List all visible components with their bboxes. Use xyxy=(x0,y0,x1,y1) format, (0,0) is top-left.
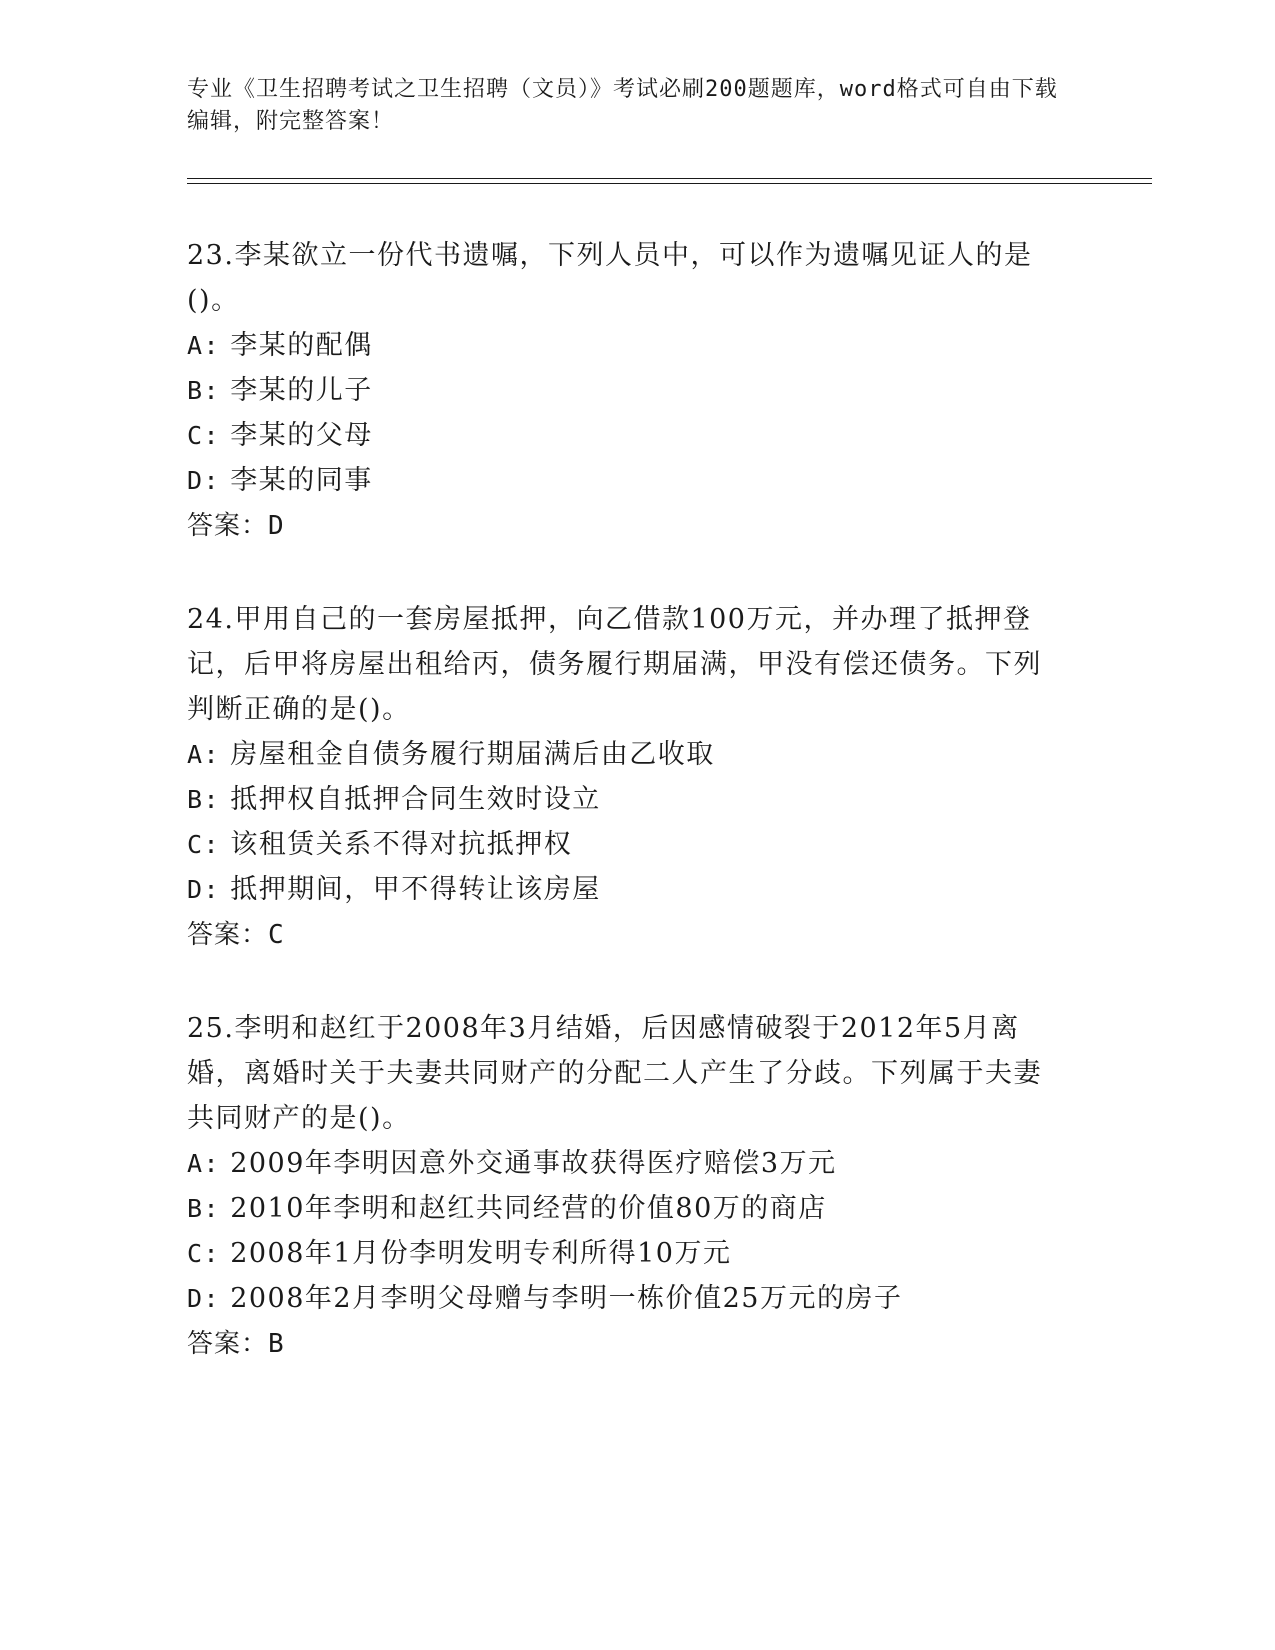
option-text: 李某的配偶 xyxy=(230,330,373,361)
answer-value: B xyxy=(268,1329,285,1359)
answer-line xyxy=(187,1321,1067,1367)
option-text: 2008年1月份李明发明专利所得10万元 xyxy=(230,1238,732,1269)
option-a xyxy=(187,1141,1067,1186)
option-letter: B: xyxy=(187,1194,221,1223)
option-text: 房屋租金自债务履行期届满后由乙收取 xyxy=(230,739,715,770)
option-letter: D: xyxy=(187,875,221,904)
option-text: 2010年李明和赵红共同经营的价值80万的商店 xyxy=(230,1193,827,1224)
option-b xyxy=(187,1186,1067,1231)
header-divider-top xyxy=(187,178,1152,179)
header-divider-bottom xyxy=(187,183,1152,184)
option-letter: C: xyxy=(187,830,221,859)
option-letter: C: xyxy=(187,1239,221,1268)
option-text: 李某的儿子 xyxy=(230,375,373,406)
answer-value: D xyxy=(268,511,285,541)
option-text: 李某的父母 xyxy=(230,420,373,451)
option-letter: C: xyxy=(187,421,221,450)
header-note: 专业《卫生招聘考试之卫生招聘（文员）》考试必刷200题题库，word格式可自由下载编辑，附完整答案！ xyxy=(187,77,1058,134)
answer-line xyxy=(187,912,1067,958)
option-letter: B: xyxy=(187,785,221,814)
answer-line xyxy=(187,503,1067,549)
option-letter: B: xyxy=(187,376,221,405)
option-d xyxy=(187,867,1067,912)
option-c xyxy=(187,1231,1067,1276)
option-c xyxy=(187,822,1067,867)
option-c xyxy=(187,413,1067,458)
answer-label: 答案： xyxy=(187,511,269,541)
question-stem: 24.甲用自己的一套房屋抵押，向乙借款100万元，并办理了抵押登记，后甲将房屋出租给丙，债务履行期届满，甲没有偿还债务。下列判断正确的是()。 xyxy=(187,604,1042,725)
option-a xyxy=(187,323,1067,368)
option-d xyxy=(187,1276,1067,1321)
option-text: 2009年李明因意外交通事故获得医疗赔偿3万元 xyxy=(230,1148,837,1179)
question-24 xyxy=(187,597,1067,958)
option-b xyxy=(187,777,1067,822)
option-text: 抵押权自抵押合同生效时设立 xyxy=(230,784,601,815)
option-b xyxy=(187,368,1067,413)
option-letter: A: xyxy=(187,1149,221,1178)
option-letter: A: xyxy=(187,740,221,769)
option-text: 抵押期间，甲不得转让该房屋 xyxy=(230,874,601,905)
question-stem: 25.李明和赵红于2008年3月结婚，后因感情破裂于2012年5月离婚，离婚时关于夫妻共同财产的分配二人产生了分歧。下列属于夫妻共同财产的是()。 xyxy=(187,1013,1042,1134)
question-23 xyxy=(187,233,1067,549)
option-letter: D: xyxy=(187,466,221,495)
answer-label: 答案： xyxy=(187,1329,269,1359)
option-letter: A: xyxy=(187,331,221,360)
option-text: 该租赁关系不得对抗抵押权 xyxy=(230,829,573,860)
question-25 xyxy=(187,1006,1067,1367)
option-a xyxy=(187,732,1067,777)
answer-value: C xyxy=(268,920,285,950)
option-d xyxy=(187,458,1067,503)
answer-label: 答案： xyxy=(187,920,269,950)
question-stem: 23.李某欲立一份代书遗嘱，下列人员中，可以作为遗嘱见证人的是()。 xyxy=(187,240,1033,316)
option-text: 李某的同事 xyxy=(230,465,373,496)
option-letter: D: xyxy=(187,1284,221,1313)
option-text: 2008年2月李明父母赠与李明一栋价值25万元的房子 xyxy=(230,1283,903,1314)
